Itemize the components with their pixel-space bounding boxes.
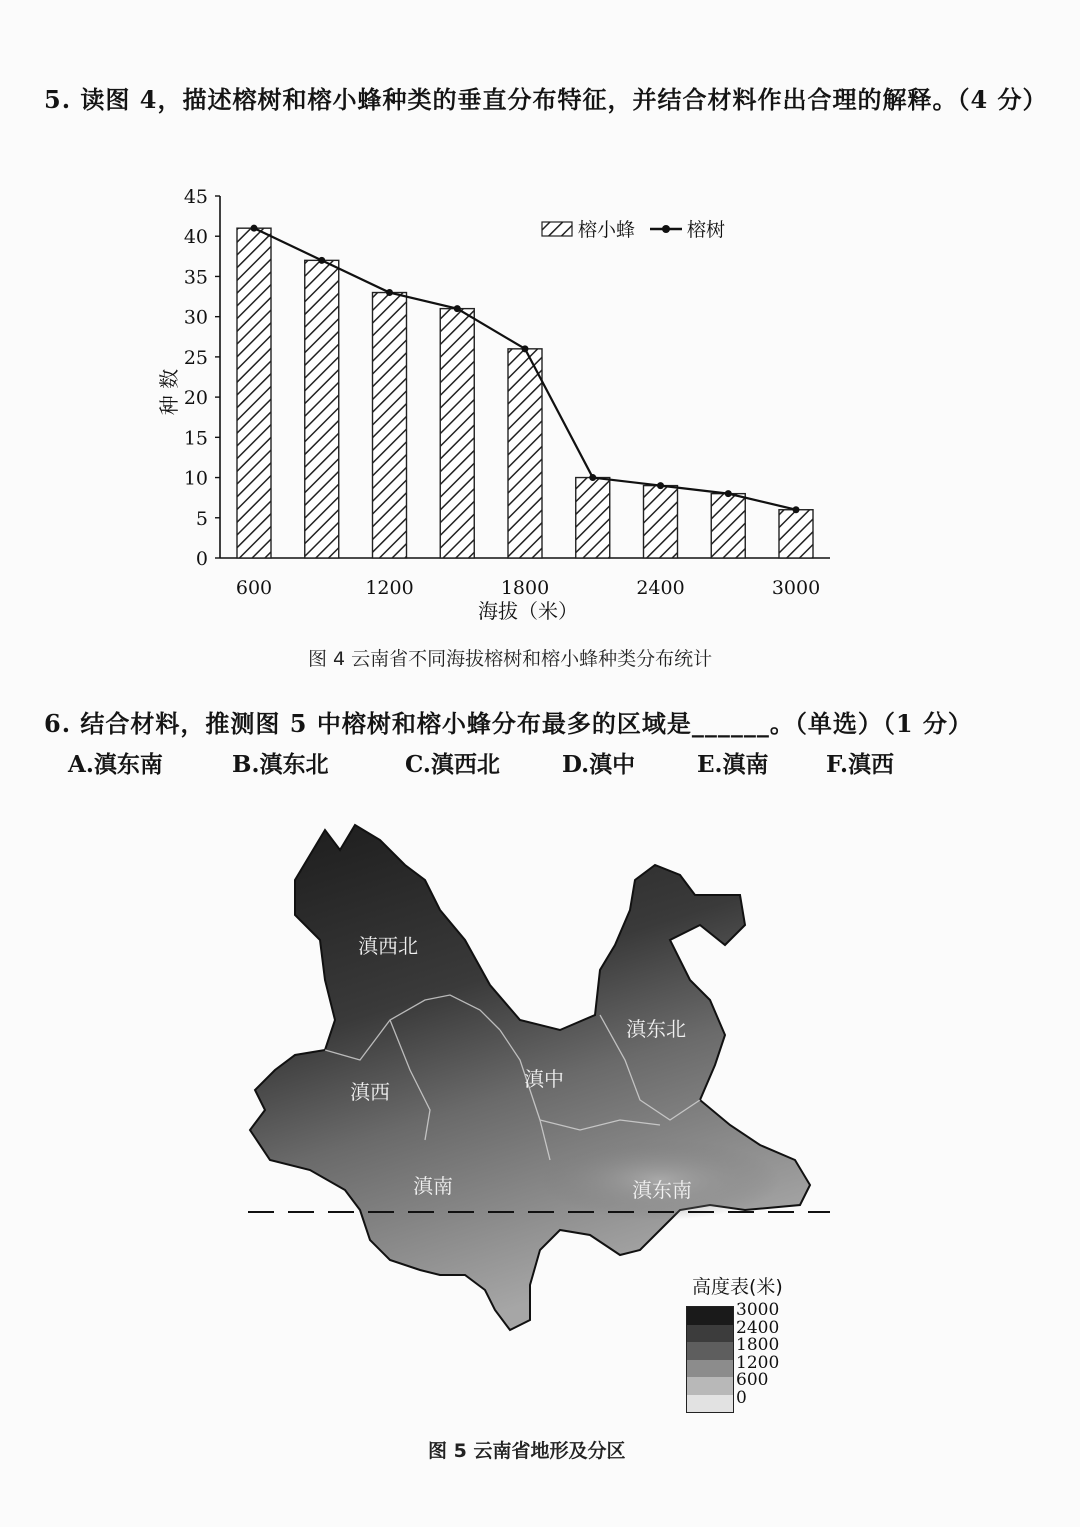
legend-value: 0 bbox=[736, 1387, 747, 1408]
legend-values bbox=[736, 1302, 779, 1407]
option-d: D.滇中 bbox=[562, 751, 636, 778]
legend-swatch bbox=[686, 1342, 734, 1360]
legend-title: 高度表(米) bbox=[692, 1276, 783, 1298]
bar bbox=[644, 486, 678, 558]
figure-4-chart bbox=[130, 170, 860, 640]
y-tick-label: 20 bbox=[183, 387, 208, 410]
legend-swatch bbox=[686, 1360, 734, 1378]
y-tick-label: 25 bbox=[183, 346, 208, 369]
bar bbox=[305, 260, 339, 558]
bar bbox=[237, 228, 271, 558]
fig-tree-point bbox=[793, 506, 800, 513]
legend-value: 1800 bbox=[736, 1335, 780, 1355]
legend-swatch bbox=[686, 1325, 734, 1343]
question-6: 6. 结合材料，推测图 5 中榕树和榕小蜂分布最多的区域是______。（单选）（1 分） bbox=[44, 709, 973, 738]
option-a: A.滇东南 bbox=[68, 751, 163, 778]
y-tick-label: 15 bbox=[183, 427, 208, 450]
region-label-west: 滇西 bbox=[350, 1080, 390, 1104]
option-c: C.滇西北 bbox=[405, 751, 500, 778]
legend-value: 3000 bbox=[736, 1300, 780, 1320]
question-5: 5. 读图 4，描述榕树和榕小蜂种类的垂直分布特征，并结合材料作出合理的解释。（4 分） bbox=[44, 85, 1048, 114]
legend-value: 2400 bbox=[736, 1317, 780, 1338]
legend-swatch bbox=[686, 1377, 734, 1395]
y-tick-label: 30 bbox=[183, 306, 208, 329]
y-tick-label: 0 bbox=[195, 548, 208, 570]
option-b: B.滇东北 bbox=[232, 751, 329, 778]
legend-label-fig: 榕树 bbox=[687, 219, 726, 241]
x-tick-label: 600 bbox=[235, 577, 273, 599]
legend-value: 600 bbox=[736, 1370, 769, 1390]
y-tick-label: 5 bbox=[195, 507, 208, 530]
fig-tree-point bbox=[589, 474, 596, 481]
y-tick-label: 35 bbox=[183, 266, 208, 289]
bar-series bbox=[237, 228, 813, 558]
option-f: F.滇西 bbox=[826, 751, 895, 778]
option-e: E.滇南 bbox=[697, 751, 769, 778]
bar bbox=[508, 349, 542, 558]
legend-color-bar bbox=[686, 1306, 734, 1413]
region-label-northwest: 滇西北 bbox=[358, 934, 418, 958]
legend-swatch bbox=[686, 1395, 734, 1414]
bar bbox=[576, 478, 610, 558]
x-tick-label: 3000 bbox=[771, 577, 821, 599]
bar bbox=[779, 510, 813, 558]
x-tick-label: 1800 bbox=[500, 577, 550, 599]
bar bbox=[373, 293, 407, 558]
fig-tree-point bbox=[386, 289, 393, 296]
legend-swatch bbox=[686, 1306, 734, 1325]
y-tick-label: 10 bbox=[183, 467, 208, 490]
fig-tree-point bbox=[725, 490, 732, 497]
legend-swatch-wasp bbox=[542, 222, 572, 236]
bar bbox=[440, 309, 474, 558]
x-tick-label: 2400 bbox=[636, 577, 685, 599]
fig-tree-point bbox=[657, 482, 664, 489]
map-elevation-legend bbox=[684, 1272, 783, 1408]
legend-marker-fig bbox=[662, 225, 670, 233]
region-label-northeast: 滇东北 bbox=[626, 1017, 686, 1041]
fig-tree-point bbox=[318, 257, 325, 264]
legend-label-wasp: 榕小蜂 bbox=[578, 219, 636, 241]
x-axis-label: 海拔（米） bbox=[478, 599, 578, 623]
region-label-central: 滇中 bbox=[524, 1067, 564, 1091]
chart-legend bbox=[542, 219, 725, 241]
x-tick-label: 1200 bbox=[365, 577, 414, 599]
legend-value: 1200 bbox=[736, 1352, 780, 1373]
region-label-south: 滇南 bbox=[413, 1174, 453, 1198]
fig-tree-point bbox=[522, 345, 529, 352]
y-tick-label: 40 bbox=[183, 226, 208, 249]
figure-5-caption: 图 5 云南省地形及分区 bbox=[428, 1440, 626, 1462]
y-axis-label: 种 数 bbox=[157, 368, 181, 416]
y-tick-label: 45 bbox=[183, 186, 208, 208]
region-label-southeast: 滇东南 bbox=[632, 1178, 692, 1202]
fig-tree-point bbox=[454, 305, 461, 312]
fig-tree-point bbox=[251, 225, 258, 232]
figure-4-caption: 图 4 云南省不同海拔榕树和榕小蜂种类分布统计 bbox=[308, 648, 713, 670]
bar bbox=[711, 494, 745, 558]
